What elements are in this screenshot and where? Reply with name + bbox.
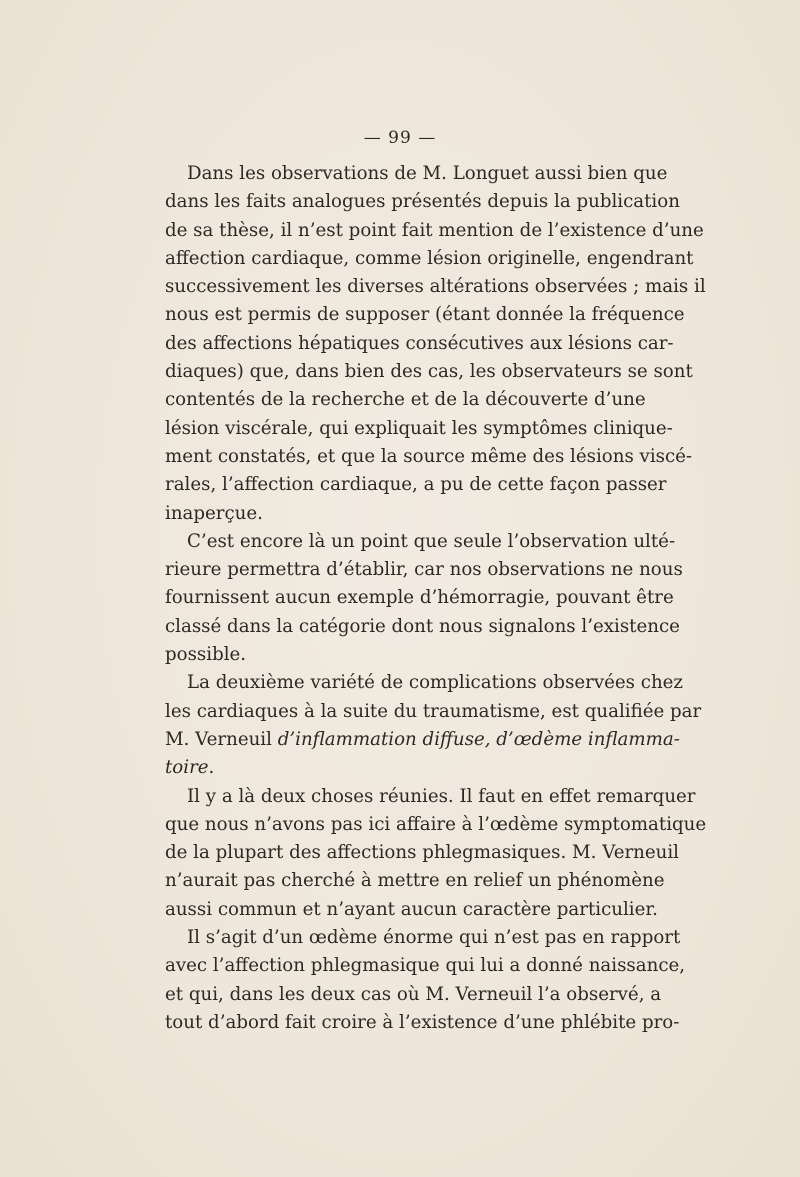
text-line: C’est encore là un point que seule l’observation ulté- <box>187 530 676 552</box>
text-line: rales, l’affection cardiaque, a pu de cette façon passer <box>165 474 667 496</box>
text-line: classé dans la catégorie dont nous signalons l’existence <box>165 615 680 637</box>
text-line: diaques) que, dans bien des cas, les observateurs se sont <box>165 361 693 383</box>
text-line: affection cardiaque, comme lésion originelle, engendrant <box>165 247 694 269</box>
text-run: . <box>208 757 215 779</box>
text-line: ment constatés, et que la source même des lésions viscé- <box>165 445 693 467</box>
body-text <box>165 160 707 1037</box>
text-line: possible. <box>165 644 247 666</box>
text-line: Il y a là deux choses réunies. Il faut en effet remarquer <box>187 785 696 807</box>
text-line: Il s’agit d’un œdème énorme qui n’est pas en rapport <box>187 927 681 949</box>
text-line: avec l’affection phlegmasique qui lui a donné naissance, <box>165 955 686 977</box>
text-line: successivement les diverses altérations observées ; mais il <box>165 276 706 298</box>
text-line: des affections hépatiques consécutives aux lésions car- <box>165 332 674 354</box>
text-line-mixed <box>165 726 680 754</box>
text-line-mixed <box>165 754 643 782</box>
text-line: les cardiaques à la suite du traumatisme, est qualifiée par <box>165 700 702 722</box>
text-line: nous est permis de supposer (étant donnée la fréquence <box>165 304 685 326</box>
text-line: aussi commun et n’ayant aucun caractère particulier. <box>165 898 658 920</box>
text-line: de la plupart des affections phlegmasiques. M. Verneuil <box>165 842 679 864</box>
text-run: M. Verneuil <box>165 728 278 750</box>
text-line: que nous n’avons pas ici affaire à l’œdème symptomatique <box>165 813 707 835</box>
text-line: et qui, dans les deux cas où M. Verneuil l’a observé, a <box>165 983 662 1005</box>
text-line: fournissent aucun exemple d’hémorragie, pouvant être <box>165 587 674 609</box>
text-line: n’aurait pas cherché à mettre en relief un phénomène <box>165 870 665 892</box>
page-number: — 99 — <box>363 128 437 148</box>
italic-text-run: toire <box>165 757 209 779</box>
text-line: La deuxième variété de complications observées chez <box>187 672 684 694</box>
text-line: Dans les observations de M. Longuet aussi bien que <box>187 163 668 184</box>
text-line: lésion viscérale, qui expliquait les symptômes clinique- <box>165 417 673 439</box>
text-line: inaperçue. <box>165 502 263 524</box>
text-line: dans les faits analogues présentés depuis la publication <box>165 191 680 213</box>
text-line: contentés de la recherche et de la découverte d’une <box>165 389 646 411</box>
text-line: de sa thèse, il n’est point fait mention de l’existence d’une <box>165 219 704 241</box>
text-line: rieure permettra d’établir, car nos observations ne nous <box>165 559 683 581</box>
text-line: tout d’abord fait croire à l’existence d’une phlébite pro- <box>165 1011 680 1033</box>
italic-text-run: d’inflammation diffuse, d’œdème inflamma- <box>277 728 680 750</box>
